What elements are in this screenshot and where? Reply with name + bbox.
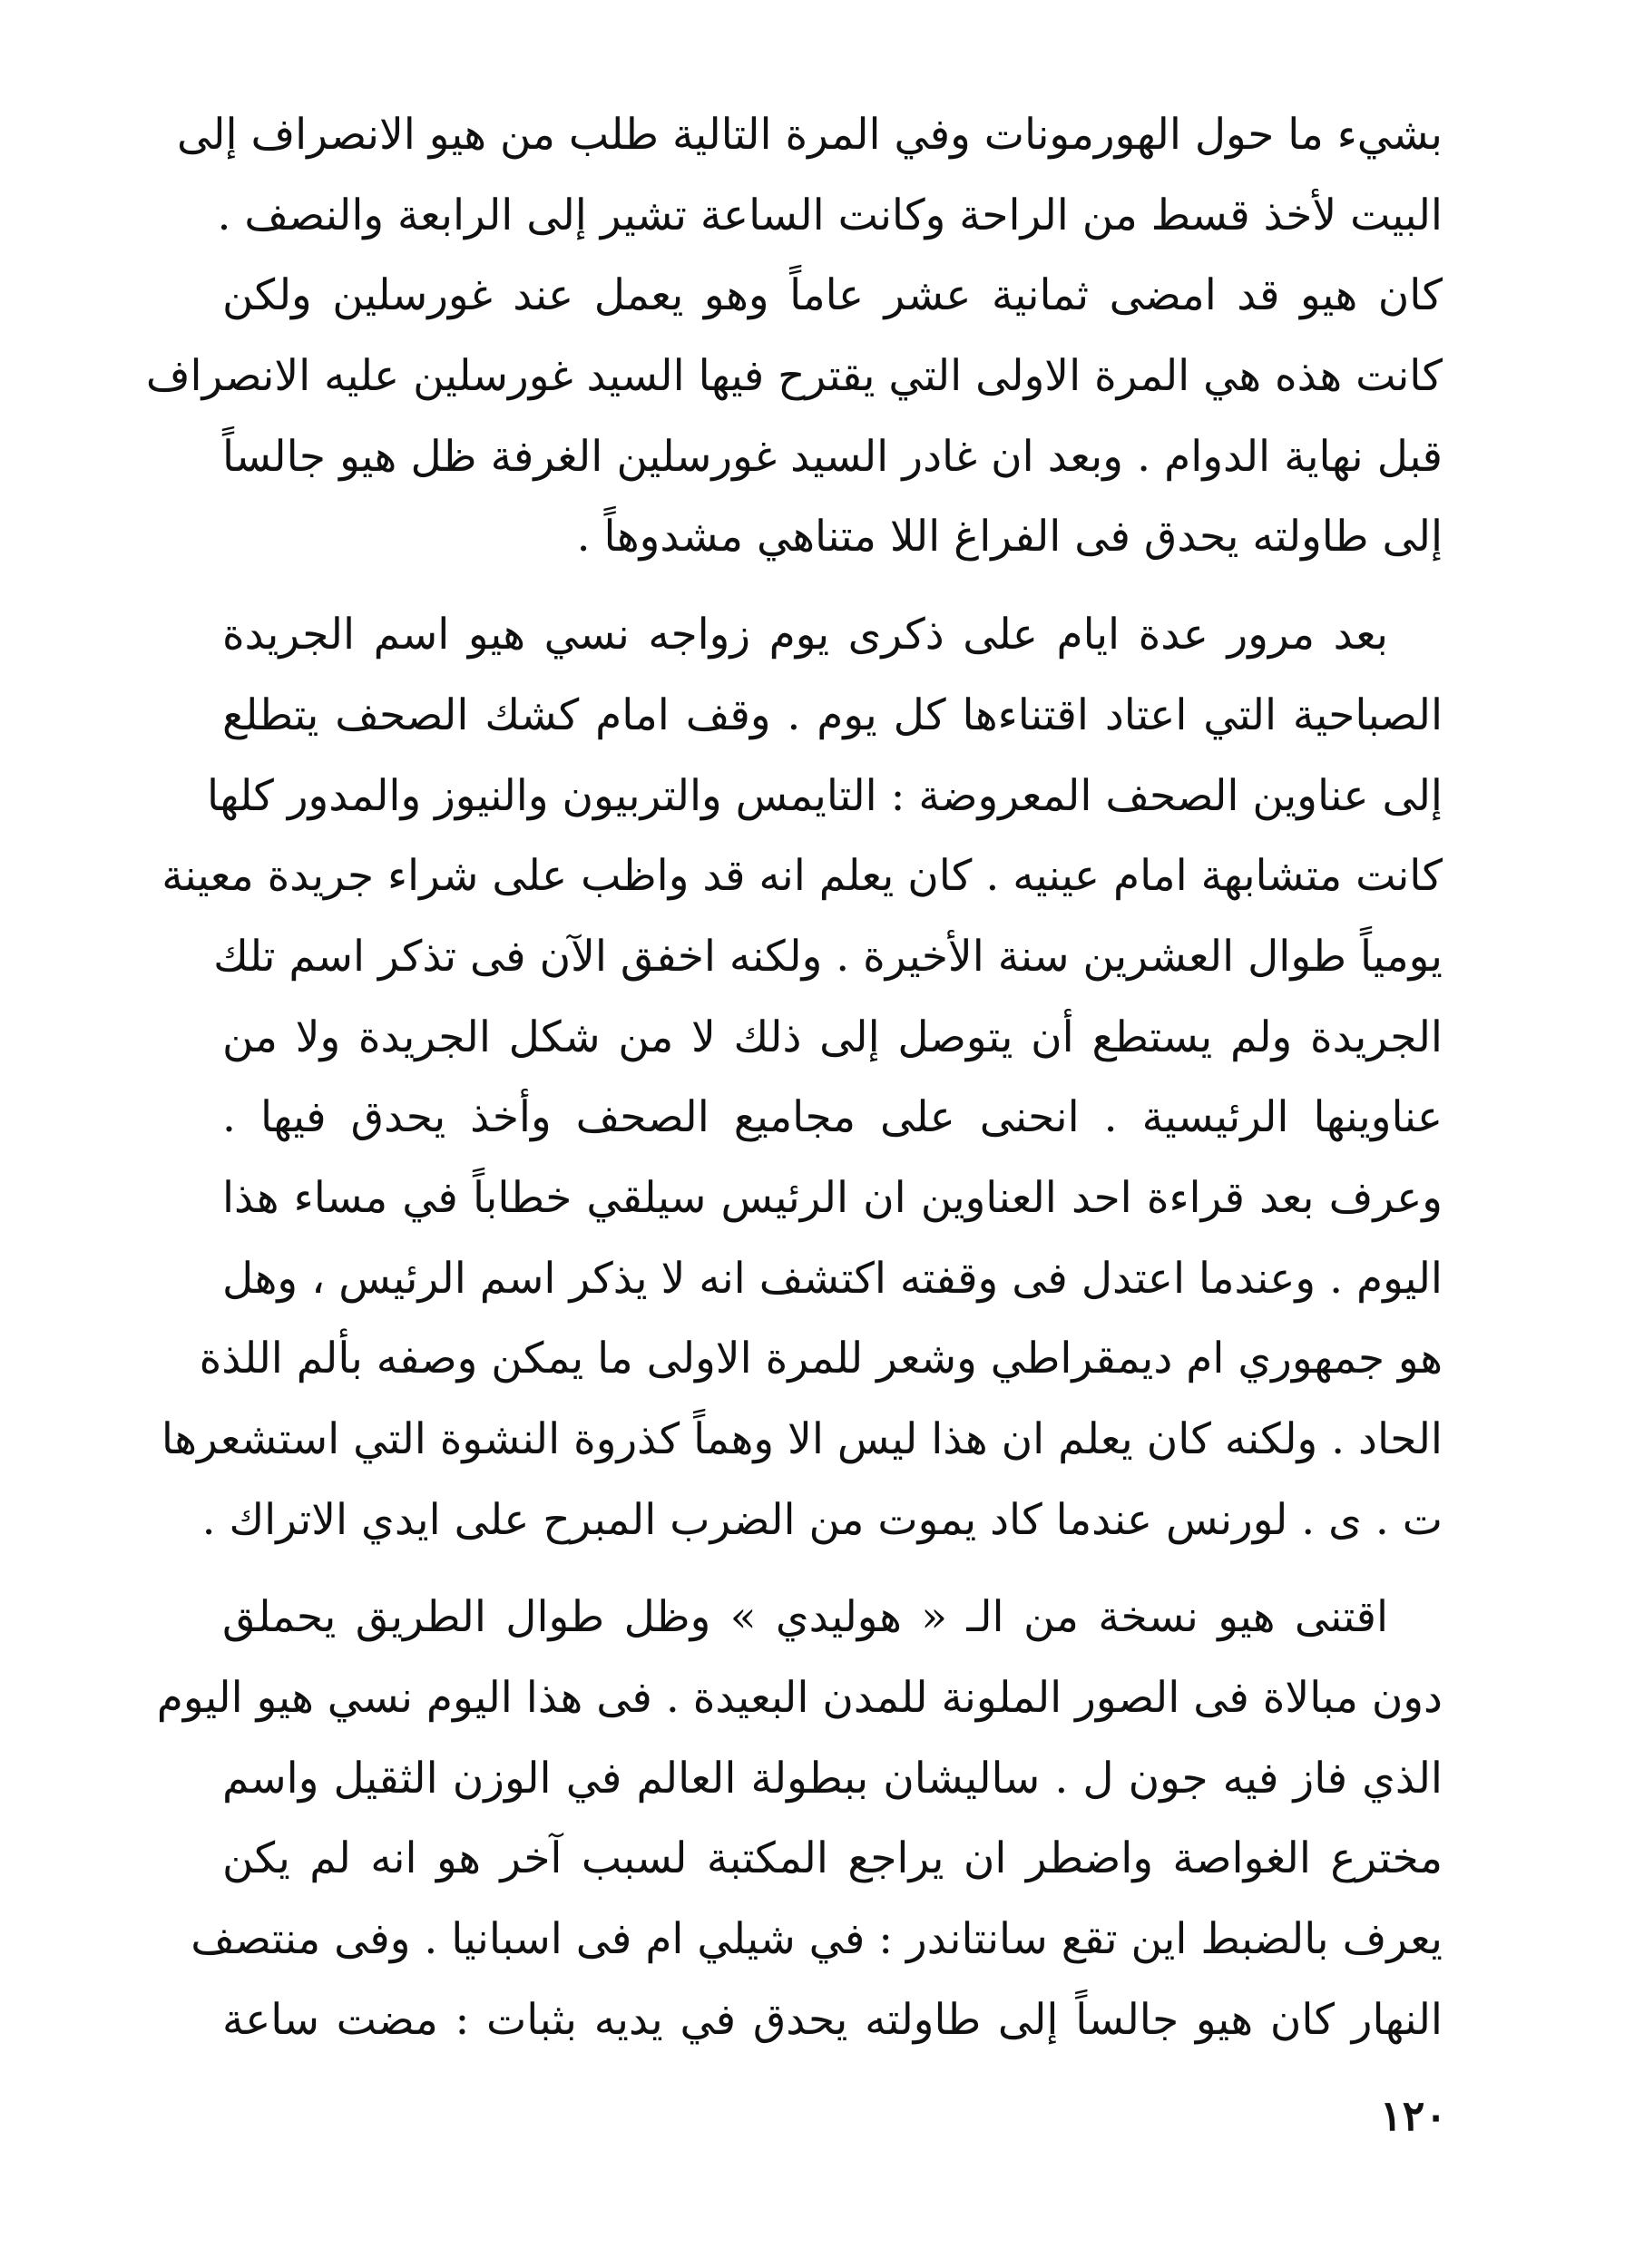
text-line: كانت هذه هي المرة الاولى التي يقترح فيها السيد غورسلين عليه الانصراف (145, 351, 1443, 402)
text-line: يعرف بالضبط اين تقع سانتاندر : في شيلي ام فى اسبانيا . وفى منتصف (191, 1914, 1443, 1965)
text-line: إلى طاولته يحدق فى الفراغ اللا متناهي مشدوهاً . (576, 512, 1443, 562)
paragraph-spacer (222, 578, 1443, 595)
text-line: بشيء ما حول الهورمونات وفي المرة التالية طلب من هيو الانصراف إلى (176, 110, 1443, 160)
text-line: كانت متشابهة امام عينيه . كان يعلم انه قد واظب على شراء جريدة معينة (161, 851, 1443, 902)
text-line: ت . ى . لورنس عندما كاد يموت من الضرب المبرح على ايدي الاتراك . (201, 1494, 1443, 1545)
paragraph-3 (156, 1578, 1443, 2060)
text-line: البيت لأخذ قسط من الراحة وكانت الساعة تشير إلى الرابعة والنصف . (217, 190, 1443, 240)
text-line: كان هيو قد امضى ثمانية عشر عاماً وهو يعمل عند غورسلين ولكن (222, 270, 1443, 321)
paragraph-2 (161, 595, 1443, 1560)
text-line: بعد مرور عدة ايام على ذكرى يوم زواجه نسي هيو اسم الجريدة (222, 610, 1388, 660)
text-line: الذي فاز فيه جون ل . ساليشان ببطولة العالم في الوزن الثقيل واسم (222, 1753, 1443, 1804)
paragraph-1 (145, 95, 1443, 578)
text-line: مخترع الغواصة واضطر ان يراجع المكتبة لسبب آخر هو انه لم يكن (222, 1833, 1443, 1884)
text-line: إلى عناوين الصحف المعروضة : التايمس والتربيون والنيوز والمدور كلها (207, 770, 1443, 821)
page-number: ١٢٠ (1379, 2091, 1447, 2140)
text-line: وعرف بعد قراءة احد العناوين ان الرئيس سيلقي خطاباً في مساء هذا (222, 1172, 1443, 1223)
text-line: دون مبالاة فى الصور الملونة للمدن البعيدة . فى هذا اليوم نسي هيو اليوم (156, 1673, 1443, 1724)
text-line: يومياً طوال العشرين سنة الأخيرة . ولكنه اخفق الآن فى تذكر اسم تلك (213, 931, 1443, 982)
text-line: الحاد . ولكنه كان يعلم ان هذا ليس الا وهماً كذروة النشوة التي استشعرها (161, 1414, 1443, 1464)
body-text (145, 95, 1443, 2061)
text-line: قبل نهاية الدوام . وبعد ان غادر السيد غورسلين الغرفة ظل هيو جالساً (222, 431, 1443, 482)
text-line: النهار كان هيو جالساً إلى طاولته يحدق في يديه بثبات : مضت ساعة (222, 1994, 1443, 2045)
text-line: اليوم . وعندما اعتدل فى وقفته اكتشف انه لا يذكر اسم الرئيس ، وهل (222, 1253, 1443, 1304)
text-line: عناوينها الرئيسية . انحنى على مجاميع الصحف وأخذ يحدق فيها . (222, 1092, 1443, 1143)
text-line: هو جمهوري ام ديمقراطي وشعر للمرة الاولى ما يمكن وصفه بألم اللذة (199, 1334, 1443, 1384)
paragraph-spacer (222, 1560, 1443, 1578)
text-line: الصباحية التي اعتاد اقتناءها كل يوم . وقف امام كشك الصحف يتطلع (222, 689, 1443, 740)
text-line: اقتنى هيو نسخة من الـ « هوليدي » وظل طوال الطريق يحملق (222, 1592, 1388, 1643)
text-line: الجريدة ولم يستطع أن يتوصل إلى ذلك لا من شكل الجريدة ولا من (222, 1012, 1443, 1062)
